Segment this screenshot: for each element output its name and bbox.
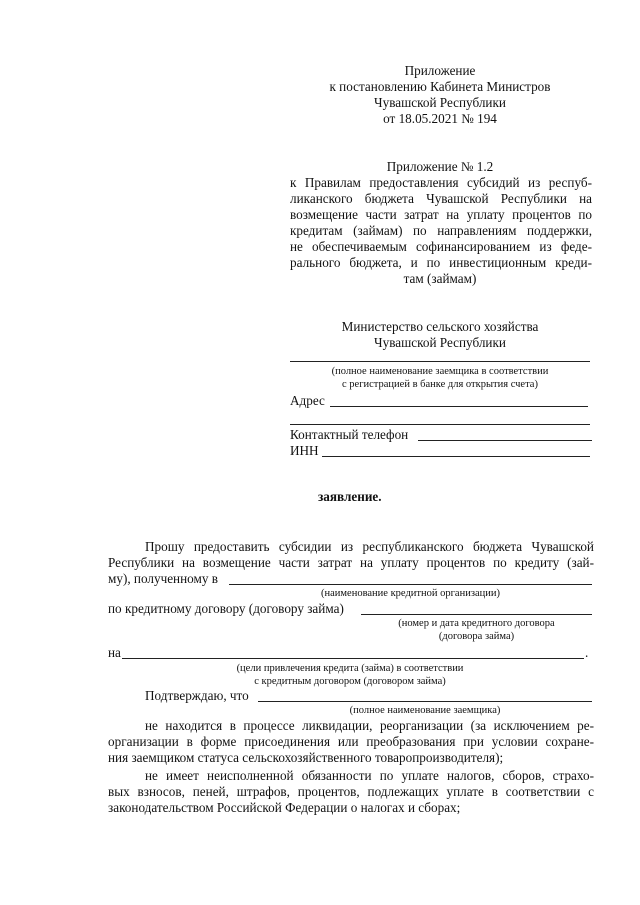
body-line: организации в форме присоединения или преобразования при условии сохране- (108, 734, 594, 749)
body-line: Республики на возмещение части затрат на уплату процентов по кредиту (зай- (108, 555, 594, 570)
annex-title: Приложение № 1.2 (386, 159, 494, 174)
header-annex-label: Приложение (404, 63, 476, 78)
address-line-2 (290, 424, 590, 425)
purpose-line (122, 658, 584, 659)
annex-line: кредитам (займам) по направлениям поддержки, (290, 223, 592, 238)
purpose-hint: (цели привлечения кредита (займа) в соответствии (236, 663, 464, 674)
body-line: Прошу предоставить субсидии из республиканского бюджета Чувашской (145, 539, 594, 554)
annex-last-line: там (займам) (403, 271, 477, 286)
confirm-borrower-line (258, 701, 592, 702)
borrower-hint: с регистрацией в банке для открытия счета) (342, 379, 538, 390)
annex-line: возмещение части затрат на уплату процентов по (290, 207, 592, 222)
contract-hint: (договора займа) (438, 631, 515, 642)
phone-line (418, 440, 592, 441)
borrower-hint: (полное наименование заемщика в соответствии (331, 366, 549, 377)
inn-label: ИНН (290, 443, 319, 458)
purpose-period: . (585, 645, 589, 660)
body-line: ния заемщиком статуса сельскохозяйственного товаропроизводителя); (108, 750, 504, 765)
phone-label: Контактный телефон (290, 427, 409, 442)
body-line: не имеет неисполненной обязанности по уплате налогов, сборов, страхо- (145, 768, 594, 783)
header-resolution-ref: к постановлению Кабинета Министров (329, 79, 551, 94)
purpose-hint: с кредитным договором (договором займа) (254, 676, 446, 687)
annex-line: к Правилам предоставления субсидий из респуб- (290, 175, 592, 190)
credit-org-line (229, 584, 592, 585)
addressee-republic: Чувашской Республики (374, 335, 506, 350)
confirm-label: Подтверждаю, что (145, 688, 249, 703)
body-line: законодательством Российской Федерации о налогах и сборах; (108, 800, 461, 815)
header-republic: Чувашской Республики (374, 95, 506, 110)
annex-line: не обеспечиваемым софинансированием из феде- (290, 239, 592, 254)
body-line: не находится в процессе ликвидации, реорганизации (за исключением ре- (145, 718, 594, 733)
document-title: заявление. (318, 489, 382, 504)
body-line: му), полученному в (108, 571, 218, 586)
header-date-number: от 18.05.2021 № 194 (383, 111, 497, 126)
contract-label: по кредитному договору (договору займа) (108, 601, 344, 616)
address-line (330, 406, 588, 407)
addressee-ministry: Министерство сельского хозяйства (341, 319, 539, 334)
credit-org-hint: (наименование кредитной организации) (321, 588, 500, 599)
contract-hint: (номер и дата кредитного договора (398, 618, 555, 629)
confirm-borrower-hint: (полное наименование заемщика) (349, 705, 501, 716)
contract-line (361, 614, 592, 615)
address-label: Адрес (290, 393, 325, 408)
purpose-label: на (108, 645, 121, 660)
annex-line: рального бюджета, и по инвестиционным креди- (290, 255, 592, 270)
annex-line: ликанского бюджета Чувашской Республики на (290, 191, 592, 206)
inn-line (322, 456, 590, 457)
borrower-name-line (290, 361, 590, 362)
body-line: вых взносов, пеней, штрафов, процентов, подлежащих уплате в соответствии с (108, 784, 594, 799)
